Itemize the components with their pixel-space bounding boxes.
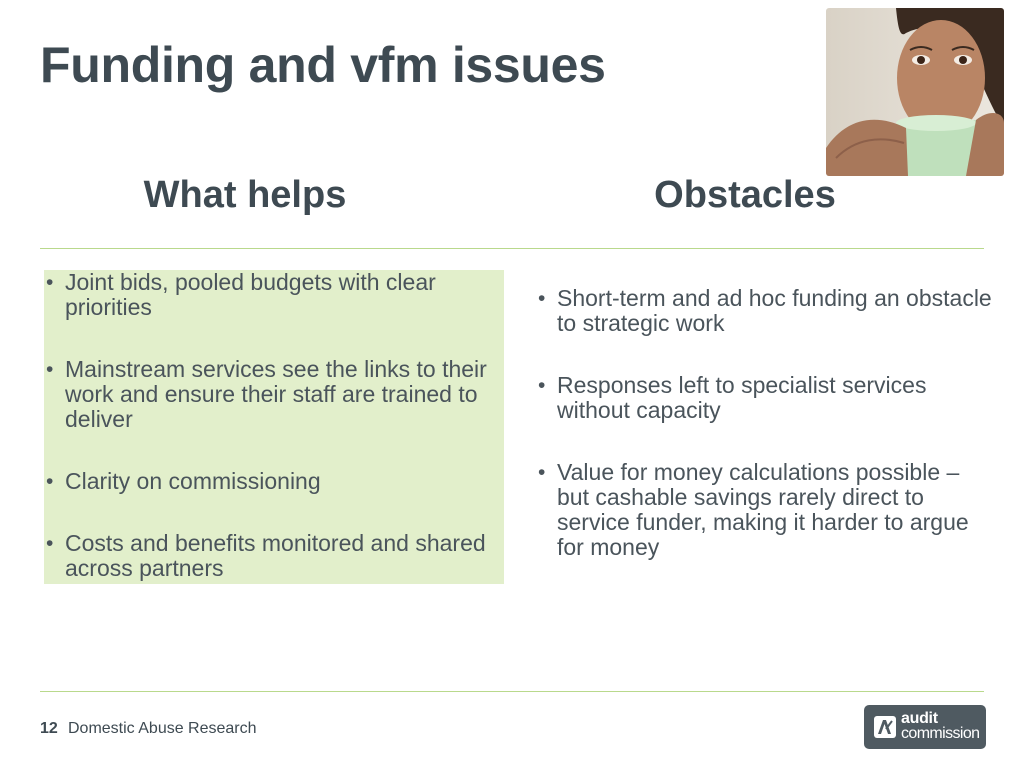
list-item: [44, 531, 494, 581]
what-helps-list: [44, 270, 494, 618]
bullet-icon: •: [46, 358, 54, 381]
page-number: 12: [40, 720, 58, 737]
footer-text: Domestic Abuse Research: [68, 720, 257, 737]
audit-commission-mark-icon: [874, 716, 896, 738]
bullet-icon: •: [538, 287, 546, 310]
list-item: [536, 460, 996, 560]
obstacles-item: Responses left to specialist services without capacity: [557, 372, 927, 423]
what-helps-heading: What helps: [143, 174, 347, 216]
what-helps-item: Mainstream services see the links to their work and ensure their staff are trained to deliver: [65, 356, 487, 432]
obstacles-heading: Obstacles: [654, 174, 836, 216]
bullet-icon: •: [46, 271, 54, 294]
bullet-icon: •: [46, 532, 54, 555]
obstacles-list: [536, 286, 996, 597]
bullet-icon: •: [538, 461, 546, 484]
bottom-divider: [40, 691, 984, 692]
list-item: [536, 373, 996, 423]
list-item: [44, 357, 494, 432]
list-item: [44, 270, 494, 320]
obstacles-item: Short-term and ad hoc funding an obstacle to strategic work: [557, 285, 992, 336]
obstacles-item: Value for money calculations possible – but cashable savings rarely direct to service funder, making it harder to argue for money: [557, 459, 969, 560]
what-helps-item: Costs and benefits monitored and shared across partners: [65, 530, 486, 581]
what-helps-item: Joint bids, pooled budgets with clear priorities: [65, 269, 436, 320]
bullet-icon: •: [46, 470, 54, 493]
bullet-icon: •: [538, 374, 546, 397]
list-item: [44, 469, 494, 494]
top-divider: [40, 248, 984, 249]
logo-text-line1: audit: [901, 710, 938, 727]
what-helps-item: Clarity on commissioning: [65, 468, 321, 494]
slide-title: Funding and vfm issues: [40, 37, 606, 93]
list-item: [536, 286, 996, 336]
audit-commission-logo: [864, 705, 986, 749]
woman-drinking-photo: [826, 8, 1004, 176]
photo-image: [826, 8, 1004, 176]
logo-text-line2: commission: [901, 725, 980, 742]
